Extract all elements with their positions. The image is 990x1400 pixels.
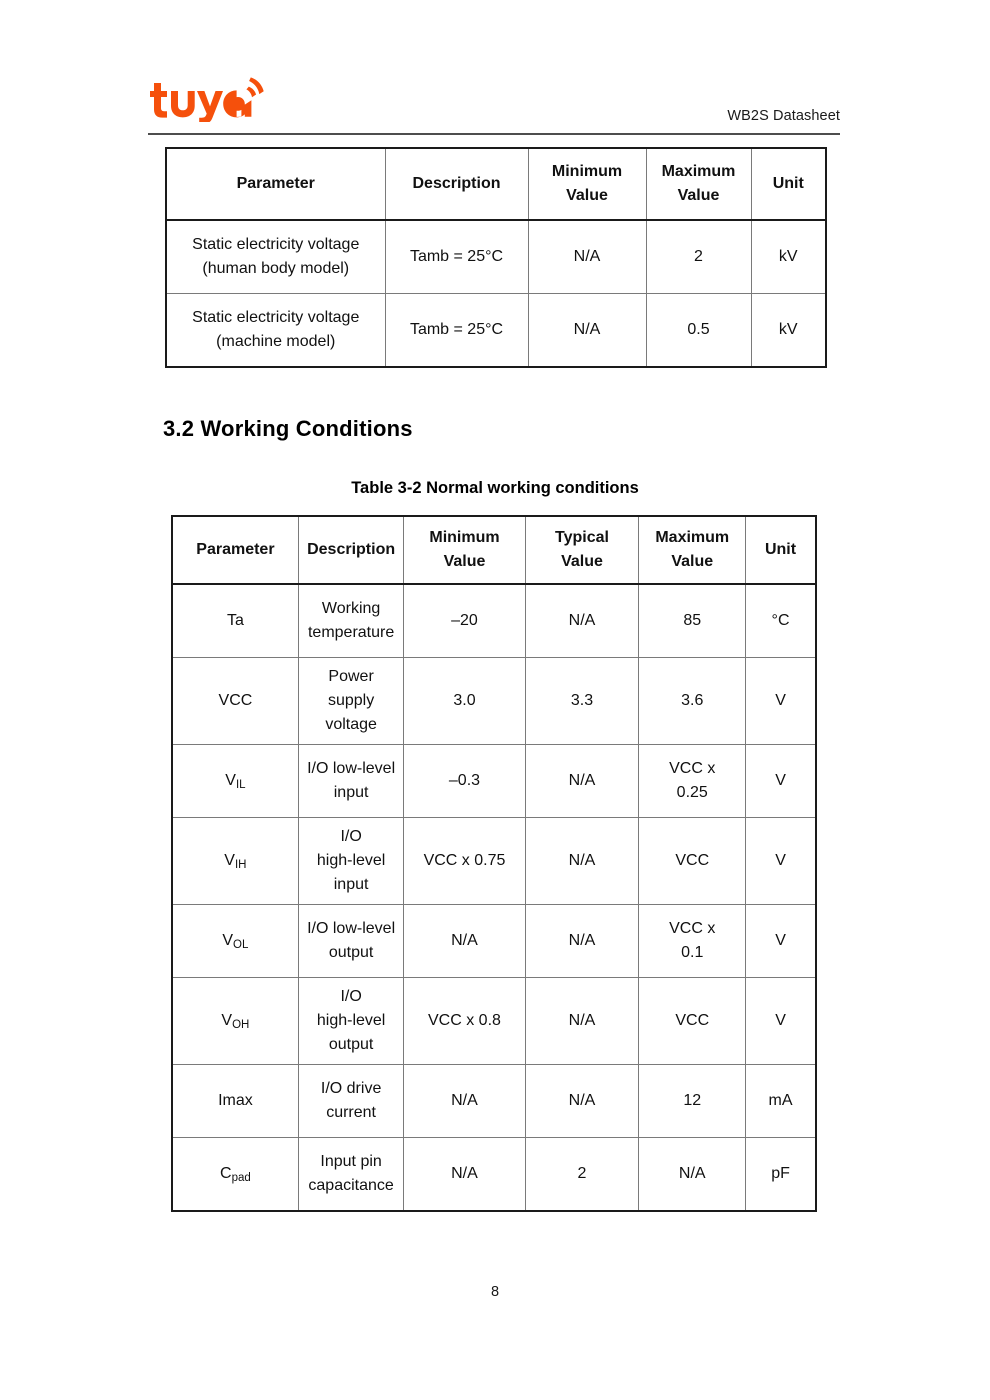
cell-description xyxy=(298,1065,404,1138)
cell-maximum: VCC xyxy=(639,818,746,905)
header-document-title: WB2S Datasheet xyxy=(727,108,840,124)
cell-description: Tamb = 25°C xyxy=(385,294,528,368)
table-row xyxy=(172,584,816,658)
cell-description xyxy=(298,584,404,658)
column-header-description: Description xyxy=(298,516,404,584)
cell-unit: V xyxy=(746,818,816,905)
column-header-parameter: Parameter xyxy=(166,148,385,220)
cell-maximum-line2: 0.1 xyxy=(681,944,704,961)
cell-description-line2: output xyxy=(328,944,374,961)
column-header-maximum-line2: Value xyxy=(677,187,720,204)
cell-parameter xyxy=(172,745,298,818)
table-header-row xyxy=(166,148,826,220)
column-header-maximum-line1: Maximum xyxy=(655,529,730,546)
header-divider xyxy=(148,133,840,135)
cell-description-line3: output xyxy=(328,1036,374,1053)
cell-description-line2: high-level xyxy=(316,852,386,869)
cell-description-line1: I/O low-level xyxy=(307,920,396,937)
cell-unit: pF xyxy=(746,1138,816,1212)
cell-parameter xyxy=(172,1065,298,1138)
cell-minimum: N/A xyxy=(404,905,525,978)
cell-parameter xyxy=(172,1138,298,1212)
cell-maximum: N/A xyxy=(639,1138,746,1212)
tuya-logo xyxy=(148,74,268,122)
table-row xyxy=(172,658,816,745)
column-header-minimum-line2: Value xyxy=(566,187,608,204)
cell-parameter xyxy=(172,978,298,1065)
cell-parameter-base: V xyxy=(221,1012,233,1029)
cell-unit: mA xyxy=(746,1065,816,1138)
page-header xyxy=(148,66,840,136)
cell-maximum-line2: 0.25 xyxy=(676,784,708,801)
cell-description xyxy=(298,1138,404,1212)
cell-maximum: 0.5 xyxy=(646,294,751,368)
column-header-maximum-line2: Value xyxy=(671,553,714,570)
cell-maximum: VCC xyxy=(639,978,746,1065)
cell-minimum: N/A xyxy=(404,1065,525,1138)
cell-maximum xyxy=(639,905,746,978)
esd-ratings-table xyxy=(165,147,827,368)
cell-parameter-subscript: pad xyxy=(231,1171,251,1184)
table-row xyxy=(172,1065,816,1138)
table-header-row xyxy=(172,516,816,584)
cell-typical: 3.3 xyxy=(525,658,639,745)
cell-description xyxy=(298,658,404,745)
cell-description-line1: I/O drive xyxy=(320,1080,382,1097)
cell-parameter-base: V xyxy=(224,852,235,869)
cell-parameter-base: Imax xyxy=(218,1092,253,1109)
cell-description: Tamb = 25°C xyxy=(385,220,528,294)
cell-minimum: VCC x 0.75 xyxy=(404,818,525,905)
cell-typical: N/A xyxy=(525,818,639,905)
cell-parameter xyxy=(172,658,298,745)
cell-unit: kV xyxy=(751,220,826,294)
cell-description xyxy=(298,745,404,818)
cell-parameter xyxy=(172,818,298,905)
cell-description-line1: Input pin xyxy=(320,1153,382,1170)
cell-maximum xyxy=(639,745,746,818)
cell-parameter xyxy=(166,220,385,294)
cell-maximum: 3.6 xyxy=(639,658,746,745)
cell-minimum: 3.0 xyxy=(404,658,525,745)
tuya-logo-icon xyxy=(148,74,268,122)
cell-parameter xyxy=(172,905,298,978)
table-row xyxy=(172,745,816,818)
cell-description xyxy=(298,818,404,905)
cell-unit: V xyxy=(746,658,816,745)
cell-description-line1: I/O xyxy=(340,828,362,845)
cell-description xyxy=(298,905,404,978)
cell-parameter-base: V xyxy=(222,932,234,949)
cell-parameter-base: V xyxy=(225,772,236,789)
working-conditions-table xyxy=(171,515,817,1212)
cell-description-line2: temperature xyxy=(307,624,395,641)
column-header-maximum-line1: Maximum xyxy=(661,163,736,180)
cell-maximum-line1: VCC x xyxy=(669,760,716,777)
cell-typical: N/A xyxy=(525,1065,639,1138)
cell-description-line2: high-level xyxy=(316,1012,386,1029)
cell-parameter-line2: (human body model) xyxy=(202,260,350,277)
cell-parameter-line1: Static electricity voltage xyxy=(192,236,360,253)
cell-maximum-line1: VCC x xyxy=(669,920,716,937)
cell-minimum: N/A xyxy=(528,294,646,368)
table-row xyxy=(172,818,816,905)
table-row xyxy=(172,978,816,1065)
column-header-unit: Unit xyxy=(751,148,826,220)
column-header-maximum-value xyxy=(646,148,751,220)
column-header-maximum-value xyxy=(639,516,746,584)
cell-parameter-line1: Static electricity voltage xyxy=(192,309,360,326)
table-caption: Table 3-2 Normal working conditions xyxy=(351,479,639,497)
column-header-description: Description xyxy=(385,148,528,220)
cell-description-line2: input xyxy=(333,784,369,801)
cell-maximum: 12 xyxy=(639,1065,746,1138)
cell-parameter-base: Ta xyxy=(226,612,244,629)
cell-minimum: –0.3 xyxy=(404,745,525,818)
cell-typical: N/A xyxy=(525,584,639,658)
cell-description-line1: Working xyxy=(321,600,381,617)
cell-parameter-subscript: OL xyxy=(233,938,249,951)
cell-typical: N/A xyxy=(525,905,639,978)
cell-minimum: N/A xyxy=(528,220,646,294)
cell-parameter-line2: (machine model) xyxy=(216,333,336,350)
column-header-minimum-value xyxy=(404,516,525,584)
cell-unit: V xyxy=(746,745,816,818)
table-row xyxy=(172,1138,816,1212)
cell-description-line2: supply xyxy=(327,692,375,709)
cell-maximum: 2 xyxy=(646,220,751,294)
cell-description-line2: current xyxy=(326,1104,376,1121)
cell-unit: kV xyxy=(751,294,826,368)
cell-description-line3: voltage xyxy=(325,716,377,733)
cell-unit: V xyxy=(746,905,816,978)
cell-minimum: N/A xyxy=(404,1138,525,1212)
cell-parameter-subscript: OH xyxy=(232,1018,250,1031)
cell-unit: V xyxy=(746,978,816,1065)
column-header-minimum-line2: Value xyxy=(443,553,486,570)
cell-description-line1: I/O xyxy=(340,988,362,1005)
cell-typical: N/A xyxy=(525,978,639,1065)
column-header-typical-line2: Value xyxy=(561,553,603,570)
cell-description xyxy=(298,978,404,1065)
cell-typical: N/A xyxy=(525,745,639,818)
cell-parameter-base: VCC xyxy=(218,692,253,709)
column-header-unit: Unit xyxy=(746,516,816,584)
column-header-typical-value xyxy=(525,516,639,584)
cell-description-line2: capacitance xyxy=(308,1177,394,1194)
cell-typical: 2 xyxy=(525,1138,639,1212)
cell-parameter xyxy=(166,294,385,368)
column-header-typical-line1: Typical xyxy=(555,529,609,546)
column-header-minimum-line1: Minimum xyxy=(429,529,500,546)
cell-description-line1: I/O low-level xyxy=(307,760,396,777)
column-header-parameter: Parameter xyxy=(172,516,298,584)
column-header-minimum-value xyxy=(528,148,646,220)
section-heading: 3.2 Working Conditions xyxy=(163,416,413,441)
cell-parameter-base: C xyxy=(220,1165,232,1182)
table-row xyxy=(166,294,826,368)
cell-minimum: VCC x 0.8 xyxy=(404,978,525,1065)
cell-description-line1: Power xyxy=(328,668,374,685)
column-header-minimum-line1: Minimum xyxy=(551,163,623,180)
page-number: 8 xyxy=(490,1284,500,1300)
cell-unit: °C xyxy=(746,584,816,658)
table-row xyxy=(172,905,816,978)
cell-parameter xyxy=(172,584,298,658)
table-row xyxy=(166,220,826,294)
cell-description-line3: input xyxy=(333,876,369,893)
cell-minimum: –20 xyxy=(404,584,525,658)
cell-parameter-subscript: IH xyxy=(234,858,247,871)
cell-maximum: 85 xyxy=(639,584,746,658)
cell-parameter-subscript: IL xyxy=(235,778,246,791)
